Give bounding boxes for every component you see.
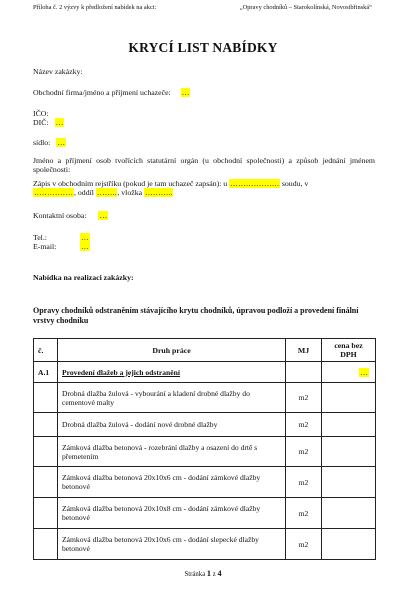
section-price[interactable]: … xyxy=(360,367,368,377)
row-work: Drobná dlažba žulová - vybourání a kladení drobné dlažby do cementové malty xyxy=(58,383,286,413)
row-unit: m2 xyxy=(286,383,322,413)
row-unit: m2 xyxy=(286,529,322,560)
table-row xyxy=(34,529,376,560)
dic-value[interactable]: … xyxy=(55,118,64,127)
row-price[interactable] xyxy=(322,437,376,467)
row-price[interactable] xyxy=(322,529,376,560)
zapis-v-value[interactable]: …………… xyxy=(34,188,73,198)
footer-total: 4 xyxy=(217,569,222,578)
tel-label: Tel.: xyxy=(33,233,47,242)
footer-prefix: Stránka xyxy=(184,571,206,578)
zapis-vlozka-label: vložka xyxy=(121,188,143,198)
field-firma xyxy=(33,88,190,98)
row-work: Drobná dlažba žulová - dodání nové drobné dlažby xyxy=(58,413,286,437)
field-statutar: Jméno a příjmení osob tvořících statutární orgán (u obchodní společnosti) a způsob jednání jménem společnosti: xyxy=(33,156,375,175)
header-left: Příloha č. 2 výzvy k předložení nabídek na akci: xyxy=(33,4,157,11)
row-unit: m2 xyxy=(286,498,322,529)
firma-label: Obchodní firma/jméno a příjmení uchazeče: xyxy=(33,88,171,97)
items-table xyxy=(33,338,376,560)
section-price-cell[interactable] xyxy=(322,362,376,383)
row-price[interactable] xyxy=(322,413,376,437)
row-price[interactable] xyxy=(322,383,376,413)
zapis-oddil-label: oddíl xyxy=(77,188,94,198)
row-unit: m2 xyxy=(286,413,322,437)
row-work: Zámková dlažba betonová 20x10x6 cm - dodání zámkové dlažby betonové xyxy=(58,467,286,498)
field-email xyxy=(33,242,90,252)
zapis-prefix: Zápis v obchodním rejstříku (pokud je tam uchazeč zapsán): u xyxy=(33,179,228,188)
section-unit xyxy=(286,362,322,383)
sidlo-value[interactable]: … xyxy=(57,138,66,147)
field-kontakt xyxy=(33,211,108,221)
section-name: Provedení dlažeb a jejich odstranění xyxy=(62,367,180,377)
footer-sep: z xyxy=(212,571,216,578)
row-work: Zámková dlažba betonová 20x10x6 cm - dodání slepecké dlažby betonové xyxy=(58,529,286,560)
table-row xyxy=(34,437,376,467)
firma-value[interactable]: … xyxy=(181,88,190,97)
table-header-row xyxy=(34,339,376,362)
row-work: Zámková dlažba betonová - rozebrání dlažby a osazení do drtě s přemetením xyxy=(58,437,286,467)
header-right: „Opravy chodníků – Starokolínská, Novosibřinská“ xyxy=(239,4,372,11)
kontakt-label: Kontaktní osoba: xyxy=(33,211,87,220)
email-label: E-mail: xyxy=(33,242,57,251)
field-ico: IČO: xyxy=(33,109,49,118)
document-title: KRYCÍ LIST NABÍDKY xyxy=(128,40,278,55)
row-unit: m2 xyxy=(286,467,322,498)
section-name-cell xyxy=(58,362,286,383)
dic-label: DIČ: xyxy=(33,118,49,127)
field-dic xyxy=(33,118,64,128)
row-price[interactable] xyxy=(322,498,376,529)
field-zapis: Zápis v obchodním rejstříku (pokud je tam uchazeč zapsán): u ………………. soudu, v ……………, oddíl …….., vložka ……….. xyxy=(33,179,309,198)
row-price[interactable] xyxy=(322,467,376,498)
col-header-unit: MJ xyxy=(286,339,322,362)
col-header-price: cena bez DPH xyxy=(322,339,376,362)
page-footer xyxy=(0,569,406,578)
sidlo-label: sídlo: xyxy=(33,138,51,147)
table-section-row xyxy=(34,362,376,383)
row-unit: m2 xyxy=(286,437,322,467)
tel-value[interactable]: … xyxy=(81,233,89,242)
table-row xyxy=(34,413,376,437)
section-subject: Opravy chodníků odstraněním stávajícího krytu chodníků, úpravou podloží a provedení finální vrstvy chodníku xyxy=(33,306,359,325)
table-row xyxy=(34,467,376,498)
zapis-oddil-value[interactable]: …….. xyxy=(96,188,117,198)
zapis-soud-label: soudu, v xyxy=(281,179,309,188)
zapis-soud-value[interactable]: ………………. xyxy=(230,179,279,188)
col-header-no: č. xyxy=(34,339,58,362)
section-no: A.1 xyxy=(34,362,58,383)
section-offer: Nabídka na realizaci zakázky: xyxy=(33,273,134,282)
row-work: Zámková dlažba betonová 20x10x8 cm - dodání zámkové dlažby betonové xyxy=(58,498,286,529)
email-value[interactable]: … xyxy=(81,242,89,251)
zapis-vlozka-value[interactable]: ……….. xyxy=(145,188,173,198)
table-row xyxy=(34,498,376,529)
footer-page: 1 xyxy=(206,569,212,578)
col-header-work: Druh práce xyxy=(58,339,286,362)
field-nazev-zakazky: Název zakázky: xyxy=(33,67,83,76)
kontakt-value[interactable]: … xyxy=(99,211,108,220)
field-sidlo xyxy=(33,138,66,148)
table-row xyxy=(34,383,376,413)
